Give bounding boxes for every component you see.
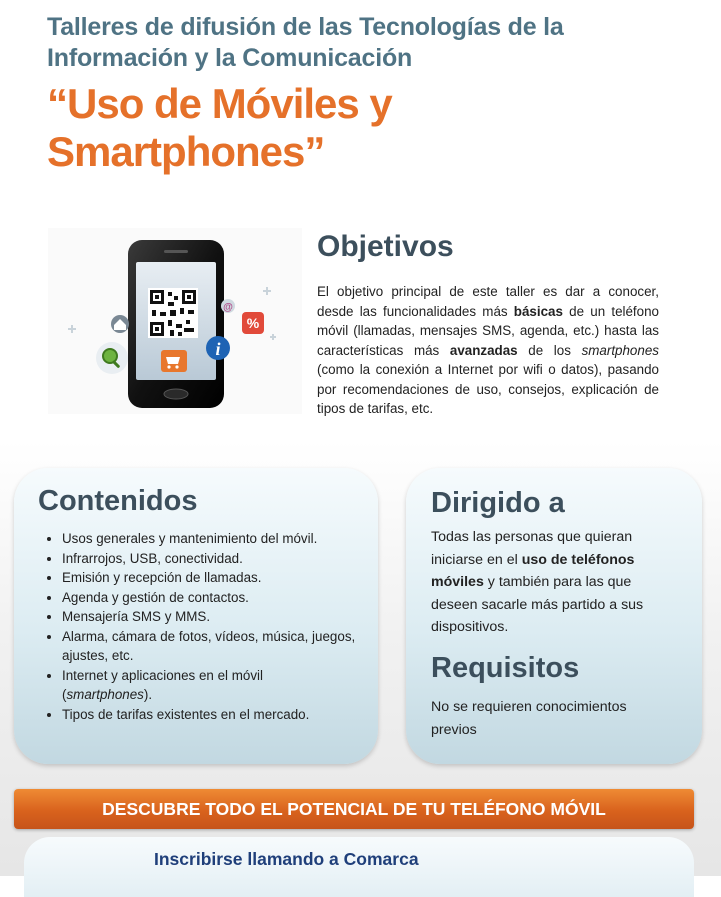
subtitle-line-2: Información y la Comunicación [47, 44, 413, 72]
list-item: • Emisión y recepción de llamadas. [62, 568, 367, 588]
title-line-1: “Uso de Móviles y [47, 80, 392, 127]
audience-heading: Dirigido a [431, 487, 565, 519]
percent-icon [242, 312, 264, 334]
list-item: • Usos generales y mantenimiento del móvil. [62, 529, 367, 549]
contents-list [45, 529, 367, 724]
contents-heading: Contenidos [38, 485, 198, 517]
objectives-text: El objetivo principal de este taller es dar a conocer, desde las funcionalidades más básicas de un teléfono móvil (llamadas, mensajes SMS, agenda, etc.) hasta las características más avanzadas de los smartphones (como la conexión a Internet por wifi o datos), pasando por recomendaciones de uso, consejos, explicación de tipos de tarifas, etc. [317, 284, 659, 416]
enroll-box [24, 837, 694, 897]
smartphone-qr-icon [48, 228, 302, 414]
svg-text:i: i [215, 339, 221, 359]
workshop-title [47, 80, 527, 176]
svg-text:@: @ [223, 302, 233, 313]
promo-banner: DESCUBRE TODO EL POTENCIAL DE TU TELÉFONO MÓVIL [14, 789, 694, 829]
requirements-text: No se requieren conocimientos previos [431, 699, 627, 738]
cart-icon [161, 350, 187, 372]
list-item: • Infrarrojos, USB, conectividad. [62, 549, 367, 569]
svg-text:%: % [246, 315, 260, 331]
home-icon [111, 315, 129, 333]
at-icon [221, 299, 235, 313]
title-line-2: Smartphones” [47, 128, 325, 175]
list-item: • Alarma, cámara de fotos, vídeos, música, juegos, ajustes, etc. [62, 627, 367, 666]
list-item: • Mensajería SMS y MMS. [62, 607, 367, 627]
list-item: • Agenda y gestión de contactos. [62, 588, 367, 608]
list-item: • Internet y aplicaciones en el móvil (smartphones). [62, 666, 367, 705]
objectives-heading: Objetivos [317, 230, 454, 263]
search-icon [96, 342, 128, 374]
subtitle-line-1: Talleres de difusión de las Tecnologías de la [47, 13, 564, 41]
info-icon [206, 336, 230, 360]
enroll-text: Inscribirse llamando a Comarca [154, 849, 419, 869]
workshop-series-title [47, 12, 687, 74]
list-item: • Tipos de tarifas existentes en el mercado. [62, 705, 367, 725]
requirements-heading: Requisitos [431, 652, 580, 684]
smartphone-illustration [48, 228, 302, 414]
audience-text: Todas las personas que quieran iniciarse en el uso de teléfonos móviles y también para las que deseen sacarle más partido a sus dispositivos. [431, 529, 644, 635]
